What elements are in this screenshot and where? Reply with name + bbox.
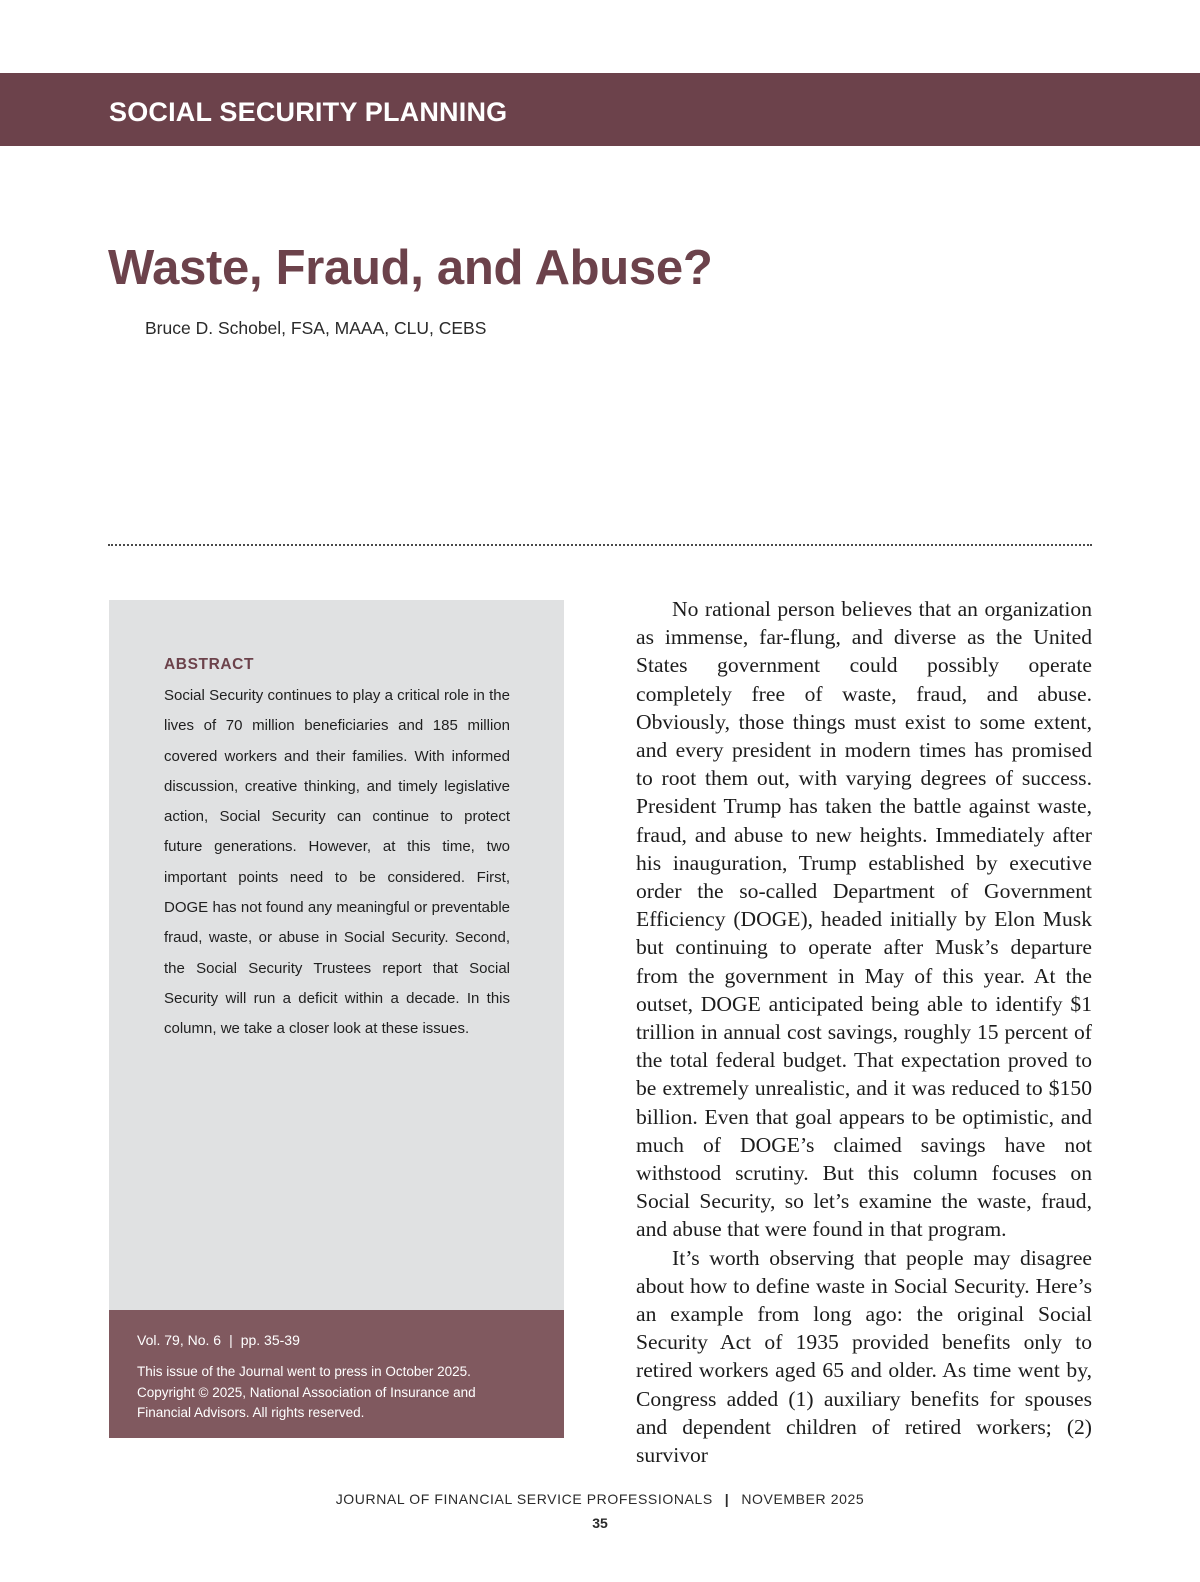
issue-date: NOVEMBER 2025 <box>741 1491 865 1507</box>
volume-number: Vol. 79, No. 6 <box>137 1332 222 1348</box>
copyright-note: This issue of the Journal went to press in October 2025. Copyright © 2025, National Association of Insurance and Financial Advisors. All rights reserved. <box>137 1364 476 1420</box>
volume-separator: | <box>229 1332 233 1348</box>
author-byline: Bruce D. Schobel, FSA, MAAA, CLU, CEBS <box>145 318 487 338</box>
volume-line <box>137 1332 300 1348</box>
article-body <box>636 595 1092 1469</box>
section-divider <box>108 544 1092 546</box>
article-title: Waste, Fraud, and Abuse? <box>108 241 713 295</box>
footer-separator: | <box>724 1491 730 1507</box>
abstract-heading: ABSTRACT <box>164 656 255 673</box>
section-label: SOCIAL SECURITY PLANNING <box>109 97 508 127</box>
abstract-text: Social Security continues to play a critical role in the lives of 70 million beneficiaries and 185 million covered workers and their families. With informed discussion, creative thinking, and timely legislative action, Social Security can continue to protect future generations. However, at this time, two important points need to be considered. First, DOGE has not found any meaningful or preventable fraud, waste, or abuse in Social Security. Second, the Social Security Trustees report that Social Security will run a deficit within a decade. In this column, we take a closer look at these issues. <box>164 687 510 1038</box>
page-range: pp. 35-39 <box>240 1332 300 1348</box>
publication-info-panel <box>109 1310 564 1438</box>
journal-name: JOURNAL OF FINANCIAL SERVICE PROFESSIONALS <box>335 1491 713 1507</box>
body-paragraph: No rational person believes that an organization as immense, far-flung, and diverse as the United States government could possibly operate completely free of waste, fraud, and abuse. Obviously, those things must exist to some extent, and every president in modern times has promised to root them out, with varying degrees of success. President Trump has taken the battle against waste, fraud, and abuse to new heights. Immediately after his inauguration, Trump established by executive order the so-called Department of Government Efficiency (DOGE), headed initially by Elon Musk but continuing to operate after Musk’s departure from the government in May of this year. At the outset, DOGE anticipated being able to identify $1 trillion in annual cost savings, roughly 15 percent of the total federal budget. That expectation proved to be extremely unrealistic, and it was reduced to $150 billion. Even that goal appears to be optimistic, and much of DOGE’s claimed savings have not withstood scrutiny. But this column focuses on Social Security, so let’s examine the waste, fraud, and abuse that were found in that program. <box>636 597 1092 1242</box>
body-paragraph: It’s worth observing that people may disagree about how to define waste in Social Security. Here’s an example from long ago: the original Social Security Act of 1935 provided benefits only to retired workers aged 65 and older. As time went by, Congress added (1) auxiliary benefits for spouses and dependent children of retired workers; (2) survivor <box>636 1245 1092 1468</box>
page-number: 35 <box>592 1515 608 1531</box>
page-footer <box>0 1491 1200 1507</box>
